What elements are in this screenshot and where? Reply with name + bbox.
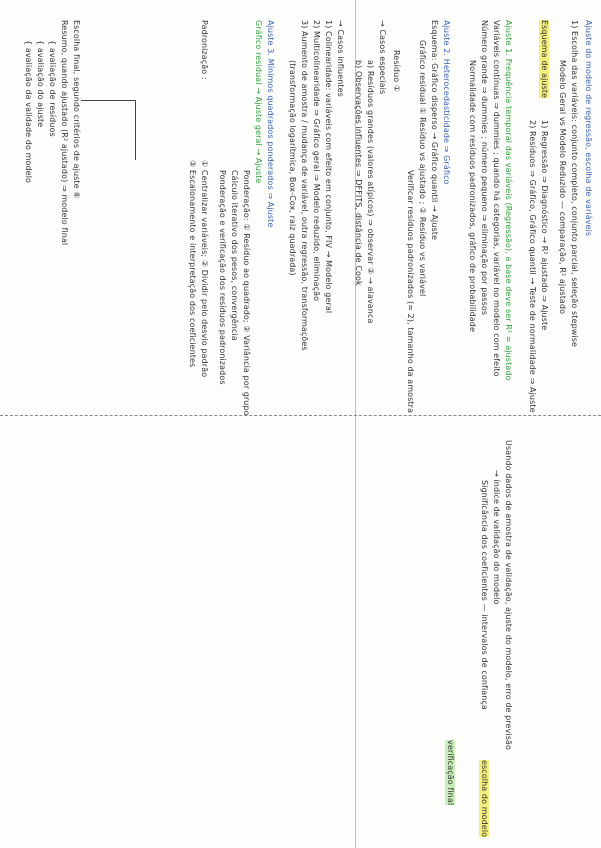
note-line-f4: { avaliação do ajuste [36,40,45,128]
bracket-top [135,100,136,160]
note-line-c5: 1) Colinearidade: variáveis com efeito em conjunto, FIV → Modelo geral [324,20,333,314]
note-line-r3: Significância dos coeficientes — intervalos de confiança [480,480,489,710]
note-line-e1: 1) Regressão ⇒ Diagnóstico → R² ajustado ⇒ Ajuste [540,120,549,331]
note-line-a3_2: Ponderação: ① Resíduo ao quadrado; ② Variância por grupo [242,170,251,416]
note-line-a1_3: Normalidade com resíduos padronizados, gráfico de probabilidade [468,60,477,332]
note-line-c1: → Casos especiais [378,20,387,95]
note-line-e2: 2) Resíduos ⇒ Gráfico, Gráfico quantil → Teste de normalidade ⇒ Ajuste [528,120,537,413]
bracket-line [81,100,136,101]
note-line-esq_title: Esquema de ajuste [540,20,549,99]
note-line-f2: Resumo, quando ajustado (R² ajustado) ⇒ modelo final [60,20,69,246]
note-line-a3_1: Gráfico residual → Ajuste geral → Ajuste [254,20,263,184]
note-line-c6: 2) Multicolinearidade ⇒ Gráfico geral ⇒ Modelo reduzido, eliminação [312,20,321,302]
note-line-title: Ajuste do modelo de regressão, escolha de variáveis [584,20,593,237]
note-line-f1: Escolha final, segundo critérios de ajuste ⑥ [72,20,81,199]
note-line-a2_3: Verificar resíduos padronizados (≈ 2), tamanho da amostra [406,170,415,414]
note-line-c4: → Casos influentes [336,20,345,97]
note-line-c3: b) Observações influentes ⇒ DFFITS, distância de Cook [354,60,363,286]
note-line-p1: Padronização : [200,20,209,80]
note-line-r5: verificação final [446,740,455,806]
note-line-a1_2: Número grande ⇒ dummies ; número pequeno ⇒ eliminação por passos [480,20,489,316]
note-line-a3_4: Ponderação e verificação dos resíduos padronizados [218,170,227,385]
note-line-a1_1: Variáveis contínuas ⇒ dummies ; quando há categorias, variável no modelo com efeito [492,20,501,377]
note-line-a2_title: Ajuste 2. Heterocedasticidade ⇒ Gráfico [442,20,451,185]
note-line-f3: { avaliação de resíduos [48,40,57,137]
note-line-r4: escolha do modelo [480,760,489,838]
note-line-r1: Usando dados de amostra de validação, ajuste do modelo, erro de previsão [504,440,513,751]
note-line-c7: 3) Aumento de amostra / mudança de variável, outra regressão, transformações [300,20,309,351]
note-line-a2_1: Esquema: Gráfico disperso → Gráfico quantil → Ajuste [430,20,439,241]
note-line-l1: 1) Escolha das variáveis: conjunto completo, conjunto parcial, seleção stepwise [570,20,579,348]
note-line-l2: Modelo Geral vs Modelo Reduzido — comparação, R² ajustado [558,60,567,315]
note-line-c2: a) Resíduos grandes (valores atípicos) ⇒ observar ② → alavanca [366,60,375,324]
note-line-a3_title: Ajuste 3. Mínimos quadrados ponderados ⇒ Ajuste [266,20,275,228]
note-line-r2: → índice de validação do modelo [492,470,501,605]
page-fold-line [0,415,601,416]
note-line-p3: ③ Escalonamento e interpretação dos coeficientes [188,160,197,368]
note-line-a3_3: Cálculo iterativo dos pesos, convergência [230,170,239,341]
note-line-a2_2: Gráfico residual ① Resíduo vs ajustado ; ② Resíduo vs variável [418,40,427,297]
note-line-c8: (transformação logarítmica, Box-Cox, raiz quadrada) [288,60,297,276]
note-line-f5: { avaliação da validade do modelo [24,40,33,184]
note-line-a1_title: Ajuste 1. Frequência temporal das variáveis (Regressão), a base deve ser R² ≈ ajustado [504,20,513,381]
note-line-a2_4: Resíduo ① [392,50,401,93]
note-line-p2: ① Centralizar variáveis; ② Dividir pelo desvio padrão [200,160,209,378]
